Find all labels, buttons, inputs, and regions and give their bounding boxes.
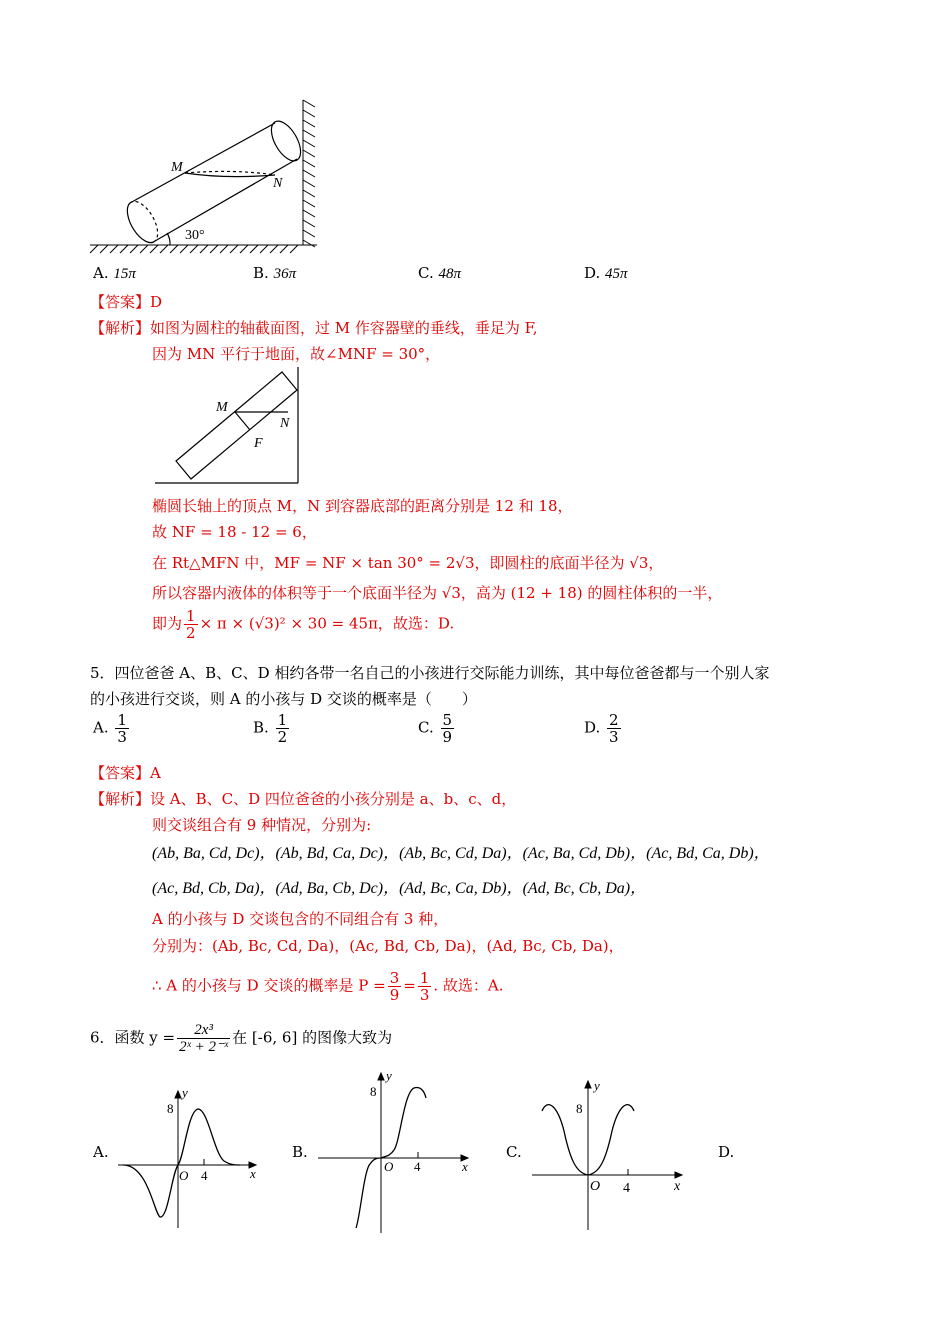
cross-section-figure — [150, 365, 310, 487]
svg-text:8: 8 — [370, 1084, 377, 1099]
svg-text:4: 4 — [201, 1168, 208, 1183]
q4-option-c: C. 48π — [418, 264, 462, 282]
ground-hatch — [90, 245, 317, 253]
q4-analysis-line2: 因为 MN 平行于地面，故∠MNF = 30°， — [152, 345, 441, 363]
svg-text:8: 8 — [167, 1101, 174, 1116]
q5-analysis-line2: 则交谈组合有 9 种情况，分别为: — [152, 816, 372, 834]
q4-analysis-line4: 故 NF = 18 - 12 = 6， — [152, 523, 317, 541]
q6-graph-a — [118, 1083, 266, 1233]
svg-text:4: 4 — [623, 1181, 630, 1196]
label-m2: M — [216, 400, 228, 415]
q6-option-a-label: A. — [93, 1143, 109, 1161]
svg-text:x: x — [674, 1179, 681, 1194]
q6-stem: 6．函数 y = $\frac{\text{2x³}}{\text{2ˣ + 2⁻ˣ}}$ 在 [-6, 6] 的图像大致为 — [90, 1022, 393, 1055]
q5-analysis-line1: 【解析】设 A、B、C、D 四位爸爸的小孩分别是 a、b、c、d， — [90, 790, 517, 808]
q5-answer: 【答案】A — [90, 764, 161, 782]
angle-label: 30° — [185, 228, 205, 243]
svg-text:x: x — [250, 1166, 256, 1181]
q5-analysis-line4: 分别为：(Ab, Bc, Cd, Da)，(Ac, Bd, Cb, Da)，(Ad, Bc, Cb, Da)， — [152, 937, 624, 955]
label-f: F — [254, 436, 263, 451]
svg-text:O: O — [384, 1159, 394, 1174]
svg-text:y: y — [594, 1078, 600, 1093]
q4-analysis-line6: 所以容器内液体的体积等于一个底面半径为 √3，高为 (12 + 18) 的圆柱体积的一半， — [152, 584, 723, 602]
label-n2: N — [280, 416, 290, 431]
q5-analysis-line3: A 的小孩与 D 交谈包含的不同组合有 3 种， — [152, 910, 449, 928]
q5-stem-line2: 的小孩进行交谈，则 A 的小孩与 D 交谈的概率是（ ） — [90, 690, 477, 708]
q5-combos-row2: (Ac, Bd, Cb, Da)，(Ad, Ba, Cb, Dc)，(Ad, Bc, Ca, Db)，(Ad, Bc, Cb, Da)， — [152, 880, 647, 897]
q4-answer: 【答案】D — [90, 293, 163, 311]
q5-option-c: C. $\frac{5}{9}$ — [418, 711, 453, 746]
q5-combos-row1: (Ab, Ba, Cd, Dc)，(Ab, Bd, Ca, Dc)，(Ab, Bc, Cd, Da)，(Ac, Ba, Cd, Db)，(Ac, Bd, Ca, Db)， — [152, 845, 770, 862]
cylinder-figure — [85, 95, 325, 260]
q6-option-b-label: B. — [292, 1143, 308, 1161]
q5-option-b: B. $\frac{1}{2}$ — [253, 711, 288, 746]
svg-text:y: y — [386, 1068, 392, 1083]
svg-text:y: y — [182, 1085, 188, 1100]
q4-option-b: B. 36π — [253, 264, 297, 282]
q6-graph-c — [532, 1075, 692, 1235]
q4-analysis-line5: 在 Rt△MFN 中，MF = NF × tan 30° = 2√3，即圆柱的底面半径为 √3， — [152, 554, 664, 572]
label-n: N — [273, 176, 283, 191]
svg-text:4: 4 — [414, 1159, 421, 1174]
q5-stem-line1: 5．四位爸爸 A、B、C、D 相约各带一名自己的小孩进行交际能力训练，其中每位爸爸都与一个别人家 — [90, 664, 770, 682]
q4-analysis-line1: 【解析】如图为圆柱的轴截面图，过 M 作容器壁的垂线，垂足为 F, — [90, 319, 538, 337]
svg-text:x: x — [462, 1159, 468, 1174]
q6-option-c-label: C. — [506, 1143, 522, 1161]
q4-option-d: D. 45π — [584, 264, 628, 282]
q6-graph-b — [318, 1068, 478, 1238]
q4-analysis-line7: 即为 $\frac{1}{2}$ × π × (√3)² × 30 = 45π，故选：D. — [152, 607, 455, 642]
svg-text:O: O — [590, 1179, 601, 1194]
svg-text:8: 8 — [576, 1101, 583, 1116]
q5-option-d: D. $\frac{2}{3}$ — [584, 711, 619, 746]
q5-option-a: A. $\frac{1}{3}$ — [93, 711, 127, 746]
q4-option-a: A. 15π — [93, 264, 136, 282]
fraction-half: $\frac{1}{2}$ — [186, 607, 196, 642]
label-m: M — [171, 160, 183, 175]
q5-analysis-line5: ∴ A 的小孩与 D 交谈的概率是 P = $\frac{3}{9}$ = $\frac{1}{3}$ . 故选：A. — [152, 969, 504, 1004]
svg-text:O: O — [179, 1168, 189, 1183]
wall-hatch — [303, 100, 315, 247]
q4-analysis-line3: 椭圆长轴上的顶点 M，N 到容器底部的距离分别是 12 和 18， — [152, 497, 573, 515]
q6-option-d-label: D. — [718, 1143, 735, 1161]
